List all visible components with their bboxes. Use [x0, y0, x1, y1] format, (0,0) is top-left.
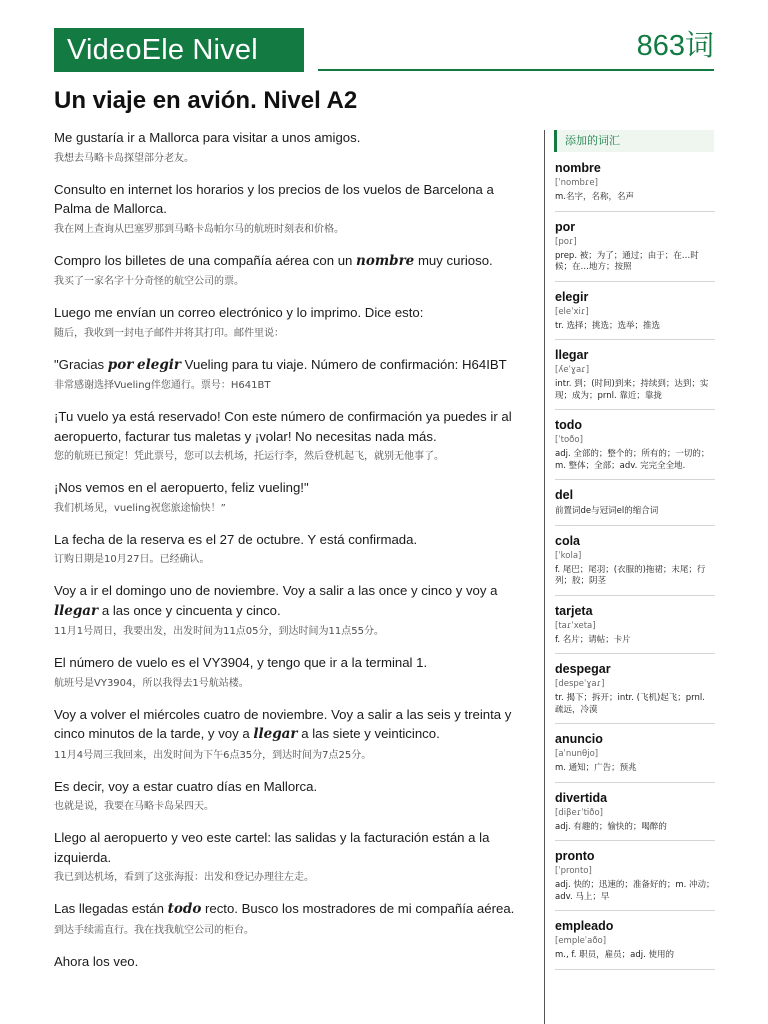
vocab-definition: adj. 有趣的；愉快的；喝醉的 — [555, 821, 667, 832]
sentence-text: Compro los billetes de una compañía aérea con un — [54, 252, 357, 268]
sentence-text: Voy a ir el domingo uno de noviembre. Voy a salir a las once y cinco y voy a — [54, 583, 498, 598]
spanish-sentence — [54, 180, 528, 219]
sentence-text: ¡Tu vuelo ya está reservado! Con este número de confirmación ya puedes ir al aeropuerto, facturar tus maletas y ¡volar! No necesitas nada más. — [54, 409, 512, 444]
paragraph — [54, 303, 528, 342]
vocab-term: despegar — [555, 662, 611, 676]
vocab-item[interactable] — [555, 487, 715, 526]
vocab-pronunciation: [ˈnombɾe] — [555, 178, 598, 188]
chinese-translation: 非常感谢选择Vueling伴您通行。票号：H641BT — [54, 380, 271, 391]
vocab-term: empleado — [555, 919, 614, 933]
chinese-translation: 11月4号周三我回来，出发时间为下午6点35分，到达时间为7点25分。 — [54, 749, 372, 761]
vocab-item[interactable] — [555, 848, 715, 911]
paragraph — [54, 407, 528, 465]
vocab-definition: tr. 选择；挑选；选举；推选 — [555, 320, 660, 331]
vocab-highlight[interactable]: por — [107, 356, 134, 373]
paragraph — [54, 828, 528, 886]
sentence-text: Vueling para tu viaje. Número de confirmación: H64IBT — [181, 356, 507, 372]
vocab-item[interactable] — [555, 417, 715, 480]
vocab-pronunciation: [diβeɾˈtiðo] — [555, 807, 603, 818]
vocab-definition: 前置词de与冠词el的缩合词 — [555, 506, 659, 516]
sentence-text: Ahora los veo. — [54, 953, 139, 969]
vocab-definition: m.名字，名称，名声 — [555, 192, 634, 202]
paragraph — [54, 705, 528, 764]
vocab-term: elegir — [555, 289, 589, 304]
vocab-definition: m. 通知；广告；预兆 — [555, 763, 637, 773]
spanish-sentence — [54, 530, 528, 550]
sentence-text: Es decir, voy a estar cuatro días en Mallorca. — [54, 778, 318, 794]
chinese-translation: 我买了一家名字十分奇怪的航空公司的票。 — [54, 276, 244, 287]
sentence-text: La fecha de la reserva es el 27 de octubre. Y está confirmada. — [54, 531, 418, 547]
spanish-sentence — [54, 777, 528, 797]
spanish-sentence — [54, 355, 528, 376]
vocab-pronunciation: [aˈnunθjo] — [555, 749, 599, 759]
sentence-text: a las siete y veinticinco. — [297, 726, 440, 741]
vocab-pronunciation: [ˈkola] — [555, 550, 582, 561]
spanish-sentence — [54, 828, 528, 867]
spanish-sentence — [54, 478, 528, 498]
paragraph — [54, 128, 528, 167]
vocab-item[interactable] — [555, 603, 715, 655]
chinese-translation: 11月1号周日，我要出发，出发时间为11点05分，到达时间为11点55分。 — [54, 626, 384, 637]
chinese-translation: 我想去马略卡岛探望部分老友。 — [54, 152, 194, 164]
vocab-item[interactable] — [555, 160, 715, 212]
vocab-definition: f. 名片；请帖；卡片 — [555, 634, 631, 645]
vocab-pronunciation: [empleˈaðo] — [555, 936, 607, 946]
vocab-term: por — [555, 219, 576, 234]
vocab-definition: tr. 揭下；拆开；intr. (飞机)起飞；prnl. 疏远，冷漠 — [555, 693, 705, 715]
paragraph — [54, 581, 528, 640]
vocab-highlight[interactable]: llegar — [54, 602, 99, 619]
chinese-translation: 我们机场见，vueling祝您旅途愉快！” — [54, 502, 226, 514]
vocab-definition: f. 尾巴；尾羽；(衣服的)拖裙；末尾；行列；胶；阴茎 — [555, 564, 706, 586]
vocab-item[interactable] — [555, 790, 715, 842]
vocab-definition: m., f. 职员，雇员；adj. 使用的 — [555, 950, 675, 960]
sentence-text: Las llegadas están — [54, 901, 168, 916]
vocab-term: tarjeta — [555, 603, 593, 618]
vocab-item[interactable] — [555, 533, 715, 596]
vocab-item[interactable] — [555, 347, 715, 410]
paragraph — [54, 952, 528, 972]
spanish-sentence — [54, 705, 528, 745]
vocab-highlight[interactable]: llegar — [253, 726, 298, 742]
vocab-highlight[interactable]: elegir — [137, 356, 182, 373]
sentence-text: Luego me envían un correo electrónico y lo imprimo. Dice esto: — [54, 305, 424, 320]
vocab-definition: adj. 快的；迅速的；准备好的；m. 冲动；adv. 马上；早 — [555, 880, 715, 902]
brand-logo[interactable]: VideoEle Nivel — [54, 28, 304, 72]
chinese-translation: 订购日期是10月27日。已经确认。 — [54, 554, 210, 565]
vocab-pronunciation: [ˈtoðo] — [555, 435, 583, 445]
paragraph — [54, 355, 528, 395]
spanish-sentence — [54, 952, 528, 972]
vocab-definition: prep. 被；为了；通过；由于；在…时候；在…地方；按照 — [555, 250, 699, 272]
paragraph — [54, 777, 528, 816]
vocab-pronunciation: [taɾˈxeta] — [555, 620, 596, 631]
spanish-sentence — [54, 653, 528, 673]
chinese-translation: 您的航班已预定！凭此票号，您可以去机场，托运行李，然后登机起飞，就别无他事了。 — [54, 451, 444, 462]
sentence-text: a las once y cincuenta y cinco. — [98, 602, 281, 618]
chinese-translation: 随后，我收到一封电子邮件并将其打印。邮件里说： — [54, 327, 284, 339]
chinese-translation: 也就是说，我要在马略卡岛呆四天。 — [54, 801, 214, 812]
vocab-definition: intr. 到；(时间)到来；持续到；达到；实现；成为；prnl. 靠近；靠拢 — [555, 379, 709, 401]
spanish-sentence — [54, 407, 528, 446]
sentence-text: muy curioso. — [414, 252, 493, 268]
paragraph — [54, 899, 528, 939]
sentence-text: Me gustaría ir a Mallorca para visitar a unos amigos. — [54, 130, 361, 145]
vocab-heading: 添加的词汇 — [554, 130, 714, 152]
sentence-text: recto. Busco los mostradores de mi compañía aérea. — [201, 901, 515, 916]
header-divider — [318, 69, 714, 71]
vocab-term: anuncio — [555, 732, 603, 746]
vocab-pronunciation: [despeˈɣaɾ] — [555, 679, 605, 689]
spanish-sentence — [54, 581, 528, 621]
vocab-term: del — [555, 488, 574, 502]
paragraph — [54, 251, 528, 291]
vocab-term: llegar — [555, 348, 589, 362]
vocab-item[interactable] — [555, 918, 715, 970]
article-title: Un viaje en avión. Nivel A2 — [54, 87, 358, 114]
vocab-pronunciation: [ʎeˈɣaɾ] — [555, 365, 590, 375]
word-count: 863词 — [636, 30, 714, 62]
spanish-sentence — [54, 251, 528, 272]
paragraph — [54, 478, 528, 517]
sentence-text: Llego al aeropuerto y veo este cartel: las salidas y la facturación están a la izquierda. — [54, 830, 490, 865]
article-body — [54, 128, 528, 984]
column-divider — [544, 130, 545, 1024]
spanish-sentence — [54, 128, 528, 148]
vocab-definition: adj. 全部的；整个的；所有的；一切的；m. 整体；全部；adv. 完完全全地. — [555, 449, 710, 471]
vocab-item[interactable] — [555, 219, 715, 282]
vocab-pronunciation: [ˈpronto] — [555, 866, 592, 876]
vocab-item[interactable] — [555, 731, 715, 783]
vocab-highlight[interactable]: nombre — [356, 252, 415, 269]
vocab-term: todo — [555, 418, 583, 432]
vocab-item[interactable] — [555, 289, 715, 341]
paragraph — [54, 180, 528, 238]
paragraph — [54, 530, 528, 569]
vocab-term: divertida — [555, 790, 608, 805]
chinese-translation: 我在网上查询从巴塞罗那到马略卡岛帕尔马的航班时刻表和价格。 — [54, 223, 344, 235]
paragraph — [54, 653, 528, 692]
chinese-translation: 到达手续需直行。我在找我航空公司的柜台。 — [54, 924, 254, 936]
chinese-translation: 航班号是VY3904，所以我得去1号航站楼。 — [54, 677, 249, 689]
spanish-sentence — [54, 899, 528, 920]
vocab-item[interactable] — [555, 661, 715, 724]
chinese-translation: 我已到达机场，看到了这张海报：出发和登记办理往左走。 — [54, 872, 314, 883]
sentence-text: ¡Nos vemos en el aeropuerto, feliz vueling!" — [54, 480, 309, 495]
vocab-pronunciation: [poɾ] — [555, 236, 577, 247]
vocab-list — [555, 160, 715, 977]
vocab-term: pronto — [555, 849, 595, 863]
sentence-text: Voy a volver el miércoles cuatro de noviembre. Voy a salir a las seis y treinta y cinco minutos de la tarde, y voy a — [54, 706, 512, 741]
vocab-term: nombre — [555, 161, 601, 175]
vocab-pronunciation: [eleˈxiɾ] — [555, 306, 589, 317]
spanish-sentence — [54, 303, 528, 323]
sentence-text: "Gracias — [54, 356, 108, 372]
sentence-text: Consulto en internet los horarios y los precios de los vuelos de Barcelona a Palma de Mallorca. — [54, 181, 494, 216]
vocab-highlight[interactable]: todo — [167, 901, 202, 917]
vocab-term: cola — [555, 533, 581, 548]
sentence-text: El número de vuelo es el VY3904, y tengo que ir a la terminal 1. — [54, 655, 428, 670]
